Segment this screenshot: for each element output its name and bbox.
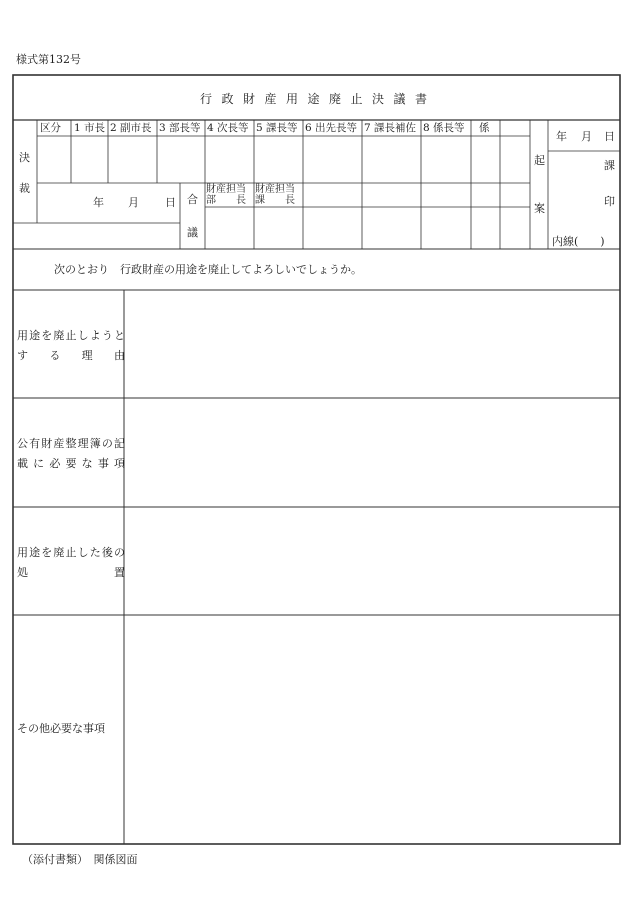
section-other-field[interactable]: [125, 616, 619, 843]
draft-date-month: 月: [581, 130, 592, 143]
draft-date-year: 年: [556, 130, 567, 143]
consult-property-director-line1: 財産担当: [206, 184, 246, 195]
draft-seal: 印: [604, 195, 615, 208]
col-header-subsection-chief: 8 係長等: [423, 122, 465, 134]
section-disposal-field[interactable]: [125, 508, 619, 614]
col-header-staff: 係: [479, 122, 490, 134]
consult-property-chief-line2: 課 長: [255, 195, 295, 206]
section-other-label: その他必要な事項: [17, 722, 105, 735]
col-header-assistant-chief: 7 課長補佐: [364, 122, 417, 134]
col-header-deputy-director: 4 次長等: [207, 122, 249, 134]
draft-date-day: 日: [604, 130, 615, 143]
col-header-branch-head: 6 出先長等: [305, 122, 358, 134]
consult-property-director-line2: 部 長: [206, 195, 246, 206]
consult-property-chief-line1: 財産担当: [255, 184, 295, 195]
consult-property-chief: [255, 184, 303, 206]
form-number: 様式第132号: [16, 53, 81, 66]
draft-extension: 内線( ): [552, 235, 605, 248]
consult-label-2: 議: [187, 226, 198, 239]
decision-label-1: 決: [19, 151, 30, 164]
consult-property-director: [206, 184, 254, 206]
section-reason-label: 用途を廃止しようとする理由: [17, 329, 125, 362]
decision-date-year: 年: [93, 196, 104, 209]
draft-label-2: 案: [534, 202, 545, 215]
col-header-section-chief: 5 課長等: [256, 122, 298, 134]
col-header-director: 3 部長等: [159, 122, 201, 134]
section-registry-label: 公有財産整理簿の記載に必要な事項: [17, 437, 125, 470]
decision-date-day: 日: [165, 196, 176, 209]
section-registry-field[interactable]: [125, 399, 619, 506]
form-title: 行政財産用途廃止決議書: [200, 92, 437, 106]
attachments-note: （添付書類） 関係図面: [22, 853, 138, 866]
consult-label-1: 合: [187, 193, 198, 206]
decision-date-month: 月: [128, 196, 139, 209]
draft-label-1: 起: [534, 154, 545, 167]
request-statement: 次のとおり 行政財産の用途を廃止してよろしいでしょうか。: [54, 263, 362, 276]
section-disposal-label: 用途を廃止した後の処置: [17, 546, 125, 579]
section-reason-field[interactable]: [125, 291, 619, 397]
draft-section: 課: [604, 159, 615, 172]
decision-label-2: 裁: [19, 182, 30, 195]
col-header-mayor: 1 市長: [74, 122, 106, 134]
col-header-deputy-mayor: 2 副市長: [110, 122, 152, 134]
col-header-category: 区分: [40, 122, 61, 134]
